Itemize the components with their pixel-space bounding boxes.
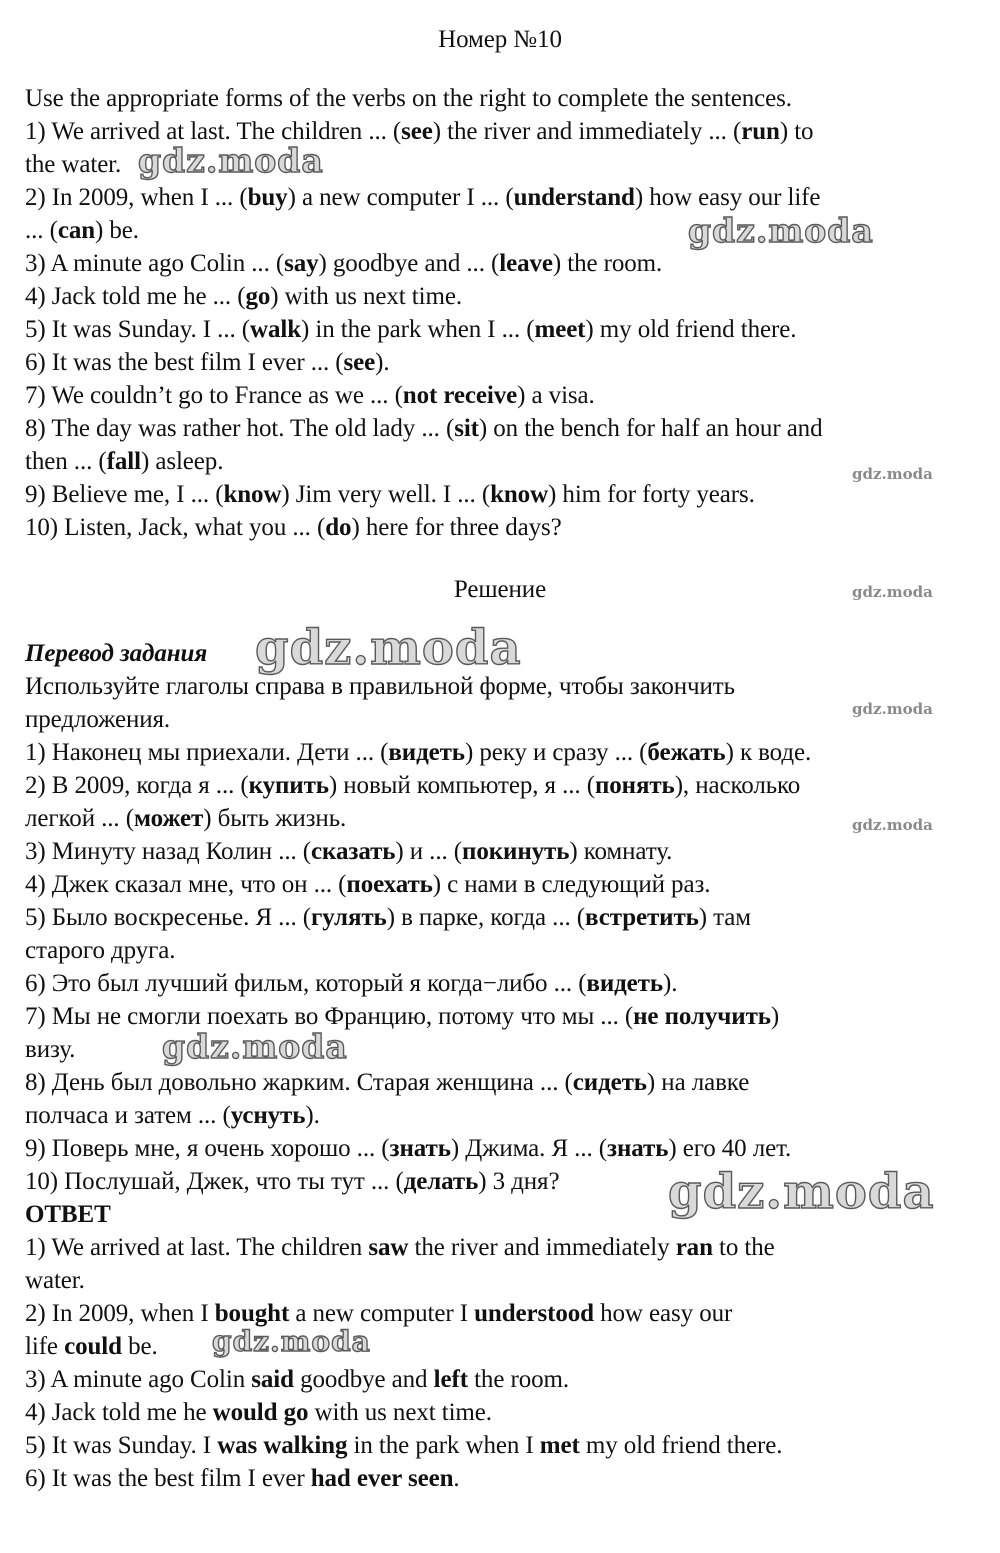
sentence-text: 7) Мы не смогли поехать во Францию, потому что мы ... ( — [25, 1003, 634, 1030]
sentence-text: ) asleep. — [140, 448, 224, 475]
sentence-text: ) in the park when I ... ( — [301, 316, 535, 343]
sentence-text: 1) We arrived at last. The children ... ( — [25, 118, 402, 145]
translation-line — [25, 769, 985, 802]
verb-text: гулять — [311, 904, 387, 931]
verb-text: could — [64, 1333, 122, 1360]
sentence-text: ) with us next time. — [270, 283, 462, 310]
sentence-text: ) the river and immediately ... ( — [432, 118, 742, 145]
verb-text: понять — [594, 772, 675, 799]
task-line — [25, 445, 985, 478]
verb-text: встретить — [585, 904, 699, 931]
translation-line — [25, 967, 985, 1000]
verb-text: meet — [534, 316, 586, 343]
translation-line — [25, 1066, 985, 1099]
sentence-text: легкой ... ( — [25, 805, 134, 832]
verb-text: бежать — [647, 739, 726, 766]
sentence-text: my old friend there. — [579, 1432, 783, 1459]
sentence-text: ) my old friend there. — [585, 316, 797, 343]
sentence-text: предложения. — [25, 706, 171, 733]
sentence-text: 3) Минуту назад Колин ... ( — [25, 838, 312, 865]
verb-text: купить — [248, 772, 329, 799]
sentence-text: визу. — [25, 1036, 76, 1063]
watermark: gdz.moda — [852, 700, 933, 718]
sentence-text: 8) День был довольно жарким. Старая женщина ... ( — [25, 1069, 573, 1096]
watermark: gdz.moda — [162, 1027, 348, 1066]
task-line — [25, 412, 985, 445]
verb-text: said — [251, 1366, 294, 1393]
answer-heading: ОТВЕТ — [25, 1201, 111, 1228]
watermark: gdz.moda — [852, 816, 933, 834]
sentence-text: 5) It was Sunday. I — [25, 1432, 218, 1459]
verb-text: met — [539, 1432, 580, 1459]
translation-line — [25, 1099, 985, 1132]
sentence-text: the water. — [25, 151, 122, 178]
verb-text: ran — [675, 1234, 713, 1261]
sentence-text: 7) We couldn’t go to France as we ... ( — [25, 382, 403, 409]
answer-line — [25, 1396, 985, 1429]
sentence-text: 2) В 2009, когда я ... ( — [25, 772, 249, 799]
sentence-text: полчаса и затем ... ( — [25, 1102, 231, 1129]
sentence-text: 10) Listen, Jack, what you ... ( — [25, 514, 326, 541]
verb-text: видеть — [586, 970, 663, 997]
sentence-text: старого друга. — [25, 937, 176, 964]
task-line — [25, 511, 985, 544]
sentence-text: ) be. — [95, 217, 139, 244]
verb-text: знать — [607, 1135, 669, 1162]
task-line — [25, 181, 985, 214]
sentence-text: ) и ... ( — [395, 838, 463, 865]
sentence-text: ) новый компьютер, я ... ( — [328, 772, 595, 799]
answer-line — [25, 1325, 985, 1363]
verb-text: understood — [474, 1300, 594, 1327]
verb-text: не получить — [633, 1003, 771, 1030]
verb-text: buy — [247, 184, 288, 211]
verb-text: see — [401, 118, 433, 145]
sentence-text: 1) Наконец мы приехали. Дети ... ( — [25, 739, 389, 766]
sentence-text: be. — [121, 1333, 158, 1360]
translation-heading: Перевод задания — [25, 640, 208, 667]
task-line — [25, 379, 985, 412]
sentence-text: ) the room. — [552, 250, 663, 277]
verb-text: walk — [250, 316, 302, 343]
answer-line — [25, 1231, 985, 1264]
answer-line — [25, 1297, 985, 1330]
watermark: gdz.moda — [138, 141, 324, 180]
sentence-text: 4) Jack told me he ... ( — [25, 283, 246, 310]
sentence-text: then ... ( — [25, 448, 107, 475]
sentence-text: ) Джима. Я ... ( — [450, 1135, 608, 1162]
verb-text: поехать — [346, 871, 433, 898]
watermark: gdz.moda — [852, 465, 933, 483]
sentence-text: water. — [25, 1267, 85, 1294]
sentence-text: ) к воде. — [725, 739, 812, 766]
task-line — [25, 247, 985, 280]
sentence-text: goodbye and — [293, 1366, 434, 1393]
sentence-text: with us next time. — [308, 1399, 492, 1426]
sentence-text: ) on the bench for half an hour and — [478, 415, 823, 442]
sentence-text: ) на лавке — [646, 1069, 750, 1096]
watermark: gdz.moda — [255, 620, 522, 676]
sentence-text: life — [25, 1333, 65, 1360]
verb-text: was walking — [217, 1432, 348, 1459]
sentence-text: ) a visa. — [517, 382, 595, 409]
sentence-text: ) here for three days? — [351, 514, 562, 541]
verb-text: know — [490, 481, 549, 508]
sentence-text: 9) Поверь мне, я очень хорошо ... ( — [25, 1135, 390, 1162]
sentence-text: ) реку и сразу ... ( — [464, 739, 648, 766]
sentence-text: ) a new computer I ... ( — [287, 184, 514, 211]
sentence-text: ) to — [779, 118, 814, 145]
task-line — [25, 478, 985, 511]
task-line — [25, 280, 985, 313]
verb-text: left — [433, 1366, 468, 1393]
translation-line — [25, 835, 985, 868]
watermark: gdz.moda — [668, 1164, 935, 1220]
answer-line — [25, 1462, 985, 1495]
answer-line — [25, 1429, 985, 1462]
sentence-text: 4) Jack told me he — [25, 1399, 213, 1426]
sentence-text: ) там — [698, 904, 752, 931]
watermark: gdz.moda — [212, 1325, 371, 1358]
sentence-text: to the — [712, 1234, 775, 1261]
sentence-text: 5) It was Sunday. I ... ( — [25, 316, 251, 343]
sentence-text: 6) Это был лучший фильм, который я когда−либо ... ( — [25, 970, 587, 997]
verb-text: say — [284, 250, 319, 277]
watermark: gdz.moda — [852, 583, 933, 601]
translation-line — [25, 700, 985, 736]
verb-text: знать — [389, 1135, 451, 1162]
sentence-text: ) — [770, 1003, 780, 1030]
sentence-text: 9) Believe me, I ... ( — [25, 481, 224, 508]
translation-line — [25, 934, 985, 967]
sentence-text: 5) Было воскресенье. Я ... ( — [25, 904, 311, 931]
verb-text: run — [741, 118, 780, 145]
verb-text: had ever seen — [310, 1465, 454, 1492]
solution-title: Решение — [453, 576, 547, 603]
sentence-text: ) быть жизнь. — [203, 805, 347, 832]
sentence-text: the room. — [467, 1366, 569, 1393]
verb-text: see — [343, 349, 376, 376]
translation-line — [25, 1132, 985, 1165]
sentence-text: ... ( — [25, 217, 58, 244]
verb-text: видеть — [388, 739, 465, 766]
translation-line — [25, 802, 985, 835]
sentence-text: ) him for forty years. — [548, 481, 755, 508]
sentence-text: how easy our — [593, 1300, 733, 1327]
sentence-text: the river and immediately — [408, 1234, 676, 1261]
verb-text: уснуть — [230, 1102, 306, 1129]
sentence-text: a new computer I — [289, 1300, 475, 1327]
sentence-text: 6) It was the best film I ever ... ( — [25, 349, 344, 376]
sentence-text: ). — [662, 970, 678, 997]
verb-text: fall — [106, 448, 141, 475]
sentence-text: 1) We arrived at last. The children — [25, 1234, 369, 1261]
sentence-text: in the park when I — [347, 1432, 540, 1459]
task-instruction: Use the appropriate forms of the verbs on the right to complete the sentences. — [25, 85, 792, 112]
sentence-text: ). — [305, 1102, 320, 1129]
verb-text: understand — [513, 184, 635, 211]
sentence-text: ) комнату. — [569, 838, 673, 865]
sentence-text: ) его 40 лет. — [668, 1135, 792, 1162]
sentence-text: 2) In 2009, when I — [25, 1300, 215, 1327]
verb-text: сидеть — [572, 1069, 647, 1096]
verb-text: not receive — [402, 382, 518, 409]
page-title: Номер №10 — [438, 26, 562, 53]
sentence-text: 2) In 2009, when I ... ( — [25, 184, 248, 211]
sentence-text: ). — [375, 349, 390, 376]
watermark: gdz.moda — [688, 211, 874, 250]
sentence-text: 4) Джек сказал мне, что он ... ( — [25, 871, 347, 898]
verb-text: bought — [214, 1300, 290, 1327]
task-line — [25, 346, 985, 379]
sentence-text: . — [453, 1465, 460, 1492]
translation-line — [25, 736, 985, 769]
verb-text: would go — [212, 1399, 309, 1426]
verb-text: может — [133, 805, 204, 832]
answer-line — [25, 1363, 985, 1396]
verb-text: can — [57, 217, 96, 244]
task-line — [25, 313, 985, 346]
verb-text: know — [223, 481, 282, 508]
verb-text: покинуть — [462, 838, 570, 865]
sentence-text: ) goodbye and ... ( — [318, 250, 500, 277]
verb-text: sit — [454, 415, 479, 442]
verb-text: leave — [499, 250, 553, 277]
answer-line — [25, 1264, 985, 1297]
sentence-text: ), насколько — [674, 772, 801, 799]
sentence-text: 8) The day was rather hot. The old lady ... ( — [25, 415, 455, 442]
verb-text: saw — [368, 1234, 409, 1261]
sentence-text: 3) A minute ago Colin — [25, 1366, 252, 1393]
sentence-text: ) в парке, когда ... ( — [386, 904, 585, 931]
sentence-text: 6) It was the best film I ever — [25, 1465, 311, 1492]
sentence-text: 3) A minute ago Colin ... ( — [25, 250, 285, 277]
sentence-text: 10) Послушай, Джек, что ты тут ... ( — [25, 1168, 404, 1195]
verb-text: делать — [403, 1168, 479, 1195]
translation-line — [25, 868, 985, 901]
verb-text: сказать — [311, 838, 396, 865]
sentence-text: ) Jim very well. I ... ( — [281, 481, 491, 508]
sentence-text: Используйте глаголы справа в правильной форме, чтобы закончить — [25, 673, 735, 700]
sentence-text: ) 3 дня? — [478, 1168, 560, 1195]
verb-text: go — [245, 283, 271, 310]
sentence-text: ) с нами в следующий раз. — [432, 871, 711, 898]
verb-text: do — [325, 514, 352, 541]
translation-line — [25, 901, 985, 934]
sentence-text: ) how easy our life — [634, 184, 821, 211]
